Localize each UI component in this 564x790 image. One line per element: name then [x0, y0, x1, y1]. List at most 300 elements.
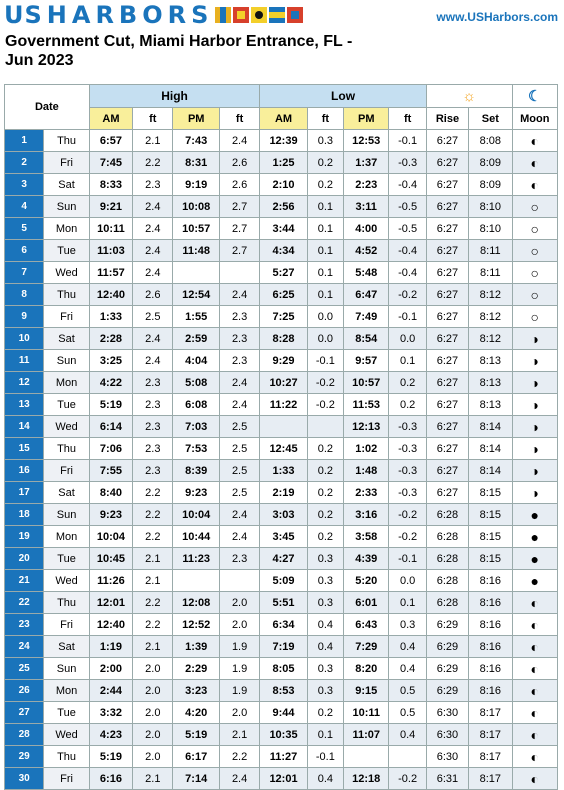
- sunset-time: 8:16: [469, 614, 512, 636]
- low-pm-time: 4:52: [344, 240, 389, 262]
- high-pm-height: 2.5: [219, 416, 259, 438]
- high-pm-height: 2.4: [219, 768, 259, 790]
- low-am-time: 11:22: [260, 394, 307, 416]
- high-pm-time: 7:03: [173, 416, 219, 438]
- high-am-height: 2.4: [133, 350, 173, 372]
- low-am-time: 3:44: [260, 218, 307, 240]
- low-am-height: 0.2: [307, 460, 343, 482]
- low-pm-time: 4:39: [344, 548, 389, 570]
- low-pm-height: -0.2: [389, 526, 426, 548]
- sunset-time: 8:10: [469, 196, 512, 218]
- sunset-time: 8:13: [469, 372, 512, 394]
- day-number: 3: [5, 174, 44, 196]
- low-am-time: 2:56: [260, 196, 307, 218]
- day-of-week: Sat: [44, 328, 89, 350]
- high-am-height: 2.0: [133, 702, 173, 724]
- low-am-height: 0.4: [307, 768, 343, 790]
- day-number: 30: [5, 768, 44, 790]
- low-am-height: 0.3: [307, 570, 343, 592]
- day-of-week: Sun: [44, 196, 89, 218]
- set-header: Set: [469, 108, 512, 130]
- high-pm-height: 2.4: [219, 130, 259, 152]
- low-am-header: AM: [260, 108, 307, 130]
- sunset-time: 8:17: [469, 768, 512, 790]
- day-of-week: Mon: [44, 218, 89, 240]
- high-am-time: 1:33: [89, 306, 132, 328]
- day-number: 14: [5, 416, 44, 438]
- sunrise-time: 6:27: [426, 482, 468, 504]
- low-am-height: 0.1: [307, 284, 343, 306]
- low-am-height: 0.3: [307, 592, 343, 614]
- sun-icon: ☼: [462, 87, 477, 105]
- sunset-time: 8:09: [469, 174, 512, 196]
- day-of-week: Thu: [44, 592, 89, 614]
- low-am-height: [307, 416, 343, 438]
- low-pm-height: 0.5: [389, 702, 426, 724]
- low-pm-height: -0.3: [389, 460, 426, 482]
- sunrise-time: 6:28: [426, 504, 468, 526]
- low-pm-time: 6:47: [344, 284, 389, 306]
- table-row: [5, 702, 558, 724]
- sunset-time: 8:13: [469, 394, 512, 416]
- high-pm-time: 10:57: [173, 218, 219, 240]
- high-am-time: 2:28: [89, 328, 132, 350]
- high-am-height: 2.3: [133, 438, 173, 460]
- high-pm-time: 7:14: [173, 768, 219, 790]
- sunrise-time: 6:27: [426, 240, 468, 262]
- sunrise-time: 6:27: [426, 416, 468, 438]
- high-pm-time: 8:31: [173, 152, 219, 174]
- low-pm-height: -0.5: [389, 218, 426, 240]
- low-am-time: 3:03: [260, 504, 307, 526]
- day-number: 11: [5, 350, 44, 372]
- moon-phase-icon: ◐: [512, 746, 557, 768]
- low-pm-time: 1:02: [344, 438, 389, 460]
- low-pm-height: 0.0: [389, 570, 426, 592]
- moon-phase-icon: ◐: [512, 702, 557, 724]
- high-am-height: 2.2: [133, 504, 173, 526]
- low-am-time: 10:27: [260, 372, 307, 394]
- moon-phase-icon: ◑: [512, 328, 557, 350]
- day-of-week: Fri: [44, 152, 89, 174]
- low-pm-time: 11:07: [344, 724, 389, 746]
- day-number: 13: [5, 394, 44, 416]
- low-am-time: 2:19: [260, 482, 307, 504]
- high-am-time: 11:03: [89, 240, 132, 262]
- high-pm-time: 6:08: [173, 394, 219, 416]
- moon-phase-icon: ◐: [512, 592, 557, 614]
- low-pm-height: -0.3: [389, 416, 426, 438]
- high-pm-height: 2.3: [219, 548, 259, 570]
- sunset-time: 8:16: [469, 636, 512, 658]
- sunrise-time: 6:29: [426, 636, 468, 658]
- high-pm-height: 2.7: [219, 196, 259, 218]
- high-pm-time: 8:39: [173, 460, 219, 482]
- low-pm-time: 12:18: [344, 768, 389, 790]
- low-am-time: 7:19: [260, 636, 307, 658]
- sunset-time: 8:11: [469, 240, 512, 262]
- website-link[interactable]: www.USHarbors.com: [436, 10, 558, 24]
- table-row: [5, 350, 558, 372]
- high-pm-height: 2.6: [219, 174, 259, 196]
- high-am-time: 11:26: [89, 570, 132, 592]
- low-am-time: 2:10: [260, 174, 307, 196]
- day-of-week: Sat: [44, 636, 89, 658]
- sunrise-time: 6:27: [426, 328, 468, 350]
- moon-phase-icon: ●: [512, 570, 557, 592]
- high-am-time: 6:16: [89, 768, 132, 790]
- table-row: [5, 504, 558, 526]
- day-number: 18: [5, 504, 44, 526]
- day-of-week: Wed: [44, 570, 89, 592]
- low-pm-time: 1:48: [344, 460, 389, 482]
- sunset-time: 8:16: [469, 570, 512, 592]
- table-row: [5, 196, 558, 218]
- high-am-time: 4:22: [89, 372, 132, 394]
- high-am-height: 2.3: [133, 372, 173, 394]
- table-row: [5, 548, 558, 570]
- low-am-height: 0.1: [307, 724, 343, 746]
- low-am-height: 0.2: [307, 482, 343, 504]
- sunset-time: 8:15: [469, 526, 512, 548]
- low-pm-time: [344, 746, 389, 768]
- table-row: [5, 592, 558, 614]
- nautical-flags-icon: [215, 7, 303, 23]
- sunrise-time: 6:31: [426, 768, 468, 790]
- sunrise-time: 6:28: [426, 570, 468, 592]
- sunset-time: 8:09: [469, 152, 512, 174]
- low-pm-height: 0.1: [389, 350, 426, 372]
- sunrise-time: 6:28: [426, 548, 468, 570]
- low-am-height: 0.4: [307, 636, 343, 658]
- high-am-time: 1:19: [89, 636, 132, 658]
- day-number: 24: [5, 636, 44, 658]
- high-pm-height: 2.4: [219, 394, 259, 416]
- usharbors-logo[interactable]: [4, 2, 303, 28]
- low-pm-height: 0.0: [389, 328, 426, 350]
- day-of-week: Tue: [44, 548, 89, 570]
- title-month: Jun 2023: [5, 52, 74, 69]
- high-pm-header: PM: [173, 108, 219, 130]
- table-row: [5, 482, 558, 504]
- low-am-time: 5:27: [260, 262, 307, 284]
- moon-phase-icon: ◐: [512, 724, 557, 746]
- day-of-week: Mon: [44, 526, 89, 548]
- day-number: 17: [5, 482, 44, 504]
- sunrise-time: 6:27: [426, 460, 468, 482]
- sunset-time: 8:12: [469, 328, 512, 350]
- day-number: 4: [5, 196, 44, 218]
- day-of-week: Thu: [44, 130, 89, 152]
- day-of-week: Sun: [44, 350, 89, 372]
- day-number: 15: [5, 438, 44, 460]
- low-am-height: -0.2: [307, 394, 343, 416]
- low-am-height: 0.3: [307, 130, 343, 152]
- low-am-time: 11:27: [260, 746, 307, 768]
- table-row: [5, 768, 558, 790]
- high-am-height: 2.4: [133, 240, 173, 262]
- low-am-time: 7:25: [260, 306, 307, 328]
- high-am-height: 2.0: [133, 724, 173, 746]
- low-am-height: 0.2: [307, 174, 343, 196]
- sunset-time: 8:14: [469, 438, 512, 460]
- low-pm-height: -0.4: [389, 240, 426, 262]
- day-number: 21: [5, 570, 44, 592]
- high-am-header: AM: [89, 108, 132, 130]
- table-row: [5, 130, 558, 152]
- table-row: [5, 746, 558, 768]
- high-pm-time: 12:08: [173, 592, 219, 614]
- high-pm-height: [219, 262, 259, 284]
- sunrise-time: 6:27: [426, 350, 468, 372]
- sunrise-time: 6:27: [426, 130, 468, 152]
- high-am-time: 12:01: [89, 592, 132, 614]
- day-of-week: Tue: [44, 702, 89, 724]
- high-pm-time: 12:54: [173, 284, 219, 306]
- high-pm-time: [173, 262, 219, 284]
- day-of-week: Sat: [44, 174, 89, 196]
- high-pm-time: 4:04: [173, 350, 219, 372]
- table-row: [5, 372, 558, 394]
- low-am-height: 0.0: [307, 306, 343, 328]
- sunset-time: 8:12: [469, 284, 512, 306]
- high-pm-time: 10:04: [173, 504, 219, 526]
- day-of-week: Sun: [44, 504, 89, 526]
- sunrise-time: 6:30: [426, 724, 468, 746]
- moon-phase-icon: ◑: [512, 438, 557, 460]
- high-am-ft-header: ft: [133, 108, 173, 130]
- table-row: [5, 218, 558, 240]
- tide-table: [4, 84, 558, 790]
- sunset-time: 8:15: [469, 504, 512, 526]
- sunset-time: 8:15: [469, 482, 512, 504]
- low-pm-height: 0.4: [389, 658, 426, 680]
- table-row: [5, 724, 558, 746]
- moon-phase-icon: ◑: [512, 394, 557, 416]
- low-pm-time: 5:48: [344, 262, 389, 284]
- low-pm-time: 10:11: [344, 702, 389, 724]
- moon-phase-icon: ◐: [512, 174, 557, 196]
- low-pm-height: 0.3: [389, 614, 426, 636]
- high-am-height: 2.2: [133, 526, 173, 548]
- table-row: [5, 460, 558, 482]
- day-of-week: Wed: [44, 724, 89, 746]
- high-am-time: 3:25: [89, 350, 132, 372]
- sunrise-time: 6:27: [426, 262, 468, 284]
- low-am-time: 1:25: [260, 152, 307, 174]
- moon-phase-icon: ◑: [512, 460, 557, 482]
- high-am-time: 9:21: [89, 196, 132, 218]
- moon-phase-icon: ◐: [512, 658, 557, 680]
- table-row: [5, 262, 558, 284]
- low-am-time: 8:53: [260, 680, 307, 702]
- low-pm-time: 12:53: [344, 130, 389, 152]
- day-of-week: Fri: [44, 614, 89, 636]
- page-header: [0, 0, 564, 86]
- low-am-height: 0.2: [307, 438, 343, 460]
- day-number: 1: [5, 130, 44, 152]
- high-am-time: 2:00: [89, 658, 132, 680]
- high-am-height: 2.2: [133, 592, 173, 614]
- high-pm-time: 7:53: [173, 438, 219, 460]
- low-am-time: 6:34: [260, 614, 307, 636]
- table-row: [5, 416, 558, 438]
- high-pm-time: 9:19: [173, 174, 219, 196]
- high-am-time: 3:32: [89, 702, 132, 724]
- low-pm-height: -0.5: [389, 196, 426, 218]
- low-am-time: 1:33: [260, 460, 307, 482]
- moon-phase-icon: ◐: [512, 680, 557, 702]
- low-am-time: 10:35: [260, 724, 307, 746]
- low-pm-height: 0.2: [389, 372, 426, 394]
- high-pm-height: 2.1: [219, 724, 259, 746]
- day-of-week: Mon: [44, 372, 89, 394]
- sunset-time: 8:16: [469, 592, 512, 614]
- day-number: 27: [5, 702, 44, 724]
- sunset-time: 8:13: [469, 350, 512, 372]
- high-pm-time: 6:17: [173, 746, 219, 768]
- high-am-height: 2.4: [133, 196, 173, 218]
- high-pm-height: 2.5: [219, 438, 259, 460]
- moon-phase-icon: ○: [512, 218, 557, 240]
- high-pm-height: 2.4: [219, 526, 259, 548]
- table-row: [5, 658, 558, 680]
- low-pm-time: 7:49: [344, 306, 389, 328]
- low-pm-time: 7:29: [344, 636, 389, 658]
- low-pm-height: -0.1: [389, 548, 426, 570]
- low-am-time: 3:45: [260, 526, 307, 548]
- low-am-height: 0.2: [307, 526, 343, 548]
- sunrise-time: 6:28: [426, 592, 468, 614]
- high-pm-height: 2.4: [219, 284, 259, 306]
- day-of-week: Wed: [44, 262, 89, 284]
- sunrise-time: 6:27: [426, 218, 468, 240]
- low-am-height: 0.1: [307, 240, 343, 262]
- table-row: [5, 570, 558, 592]
- low-pm-height: -0.2: [389, 504, 426, 526]
- low-pm-time: 9:15: [344, 680, 389, 702]
- high-am-height: 2.0: [133, 746, 173, 768]
- crescent-moon-icon: ☾: [528, 88, 542, 105]
- high-am-height: 2.1: [133, 570, 173, 592]
- high-am-time: 7:55: [89, 460, 132, 482]
- high-pm-height: 2.0: [219, 702, 259, 724]
- high-am-time: 6:57: [89, 130, 132, 152]
- table-row: [5, 328, 558, 350]
- day-number: 25: [5, 658, 44, 680]
- high-am-height: 2.4: [133, 218, 173, 240]
- high-pm-height: 2.7: [219, 218, 259, 240]
- sunset-time: 8:08: [469, 130, 512, 152]
- high-pm-time: 10:08: [173, 196, 219, 218]
- day-number: 5: [5, 218, 44, 240]
- day-number: 2: [5, 152, 44, 174]
- high-pm-height: 2.0: [219, 592, 259, 614]
- sunset-time: 8:14: [469, 460, 512, 482]
- high-am-height: 2.0: [133, 680, 173, 702]
- low-am-time: 9:44: [260, 702, 307, 724]
- sunrise-time: 6:27: [426, 438, 468, 460]
- moon-phase-icon: ◑: [512, 350, 557, 372]
- high-pm-height: 1.9: [219, 636, 259, 658]
- moon-header: [512, 85, 557, 108]
- low-pm-time: 8:20: [344, 658, 389, 680]
- low-pm-height: 0.4: [389, 636, 426, 658]
- high-pm-height: 2.2: [219, 746, 259, 768]
- table-row: [5, 680, 558, 702]
- low-am-height: 0.4: [307, 614, 343, 636]
- high-am-height: 2.6: [133, 284, 173, 306]
- low-header: Low: [260, 85, 426, 108]
- day-of-week: Tue: [44, 394, 89, 416]
- low-pm-time: 10:57: [344, 372, 389, 394]
- table-row: [5, 526, 558, 548]
- low-pm-height: -0.1: [389, 130, 426, 152]
- table-row: [5, 636, 558, 658]
- low-pm-height: -0.3: [389, 152, 426, 174]
- high-am-time: 11:57: [89, 262, 132, 284]
- table-row: [5, 152, 558, 174]
- sunset-time: 8:14: [469, 416, 512, 438]
- low-pm-time: 8:54: [344, 328, 389, 350]
- day-of-week: Wed: [44, 416, 89, 438]
- day-of-week: Tue: [44, 240, 89, 262]
- sunset-time: 8:12: [469, 306, 512, 328]
- low-am-ft-header: ft: [307, 108, 343, 130]
- high-am-height: 2.3: [133, 416, 173, 438]
- day-number: 23: [5, 614, 44, 636]
- high-pm-time: 3:23: [173, 680, 219, 702]
- day-number: 20: [5, 548, 44, 570]
- low-pm-height: -0.2: [389, 284, 426, 306]
- moon-phase-icon: ○: [512, 262, 557, 284]
- high-am-height: 2.1: [133, 548, 173, 570]
- high-am-time: 5:19: [89, 746, 132, 768]
- sunrise-time: 6:27: [426, 174, 468, 196]
- moon-label-header: Moon: [512, 108, 557, 130]
- high-am-time: 8:40: [89, 482, 132, 504]
- low-pm-time: 3:11: [344, 196, 389, 218]
- sunrise-time: 6:29: [426, 658, 468, 680]
- high-am-height: 2.2: [133, 614, 173, 636]
- high-pm-height: 2.5: [219, 482, 259, 504]
- high-pm-height: 2.5: [219, 460, 259, 482]
- table-row: [5, 306, 558, 328]
- low-am-height: 0.2: [307, 702, 343, 724]
- sunrise-time: 6:27: [426, 306, 468, 328]
- day-number: 7: [5, 262, 44, 284]
- moon-phase-icon: ●: [512, 548, 557, 570]
- high-am-height: 2.5: [133, 306, 173, 328]
- low-pm-time: 5:20: [344, 570, 389, 592]
- title-location: Government Cut, Miami Harbor Entrance, FL -: [5, 33, 353, 50]
- sunrise-time: 6:27: [426, 372, 468, 394]
- high-am-height: 2.1: [133, 636, 173, 658]
- low-pm-height: -0.3: [389, 438, 426, 460]
- high-pm-time: 5:08: [173, 372, 219, 394]
- high-am-time: 12:40: [89, 284, 132, 306]
- day-number: 26: [5, 680, 44, 702]
- date-header: Date: [5, 85, 90, 130]
- high-pm-time: 4:20: [173, 702, 219, 724]
- sunset-time: 8:17: [469, 746, 512, 768]
- high-pm-height: 1.9: [219, 658, 259, 680]
- low-am-height: 0.2: [307, 152, 343, 174]
- low-am-time: 4:27: [260, 548, 307, 570]
- low-pm-time: 3:16: [344, 504, 389, 526]
- high-pm-time: 10:44: [173, 526, 219, 548]
- high-pm-height: 2.3: [219, 306, 259, 328]
